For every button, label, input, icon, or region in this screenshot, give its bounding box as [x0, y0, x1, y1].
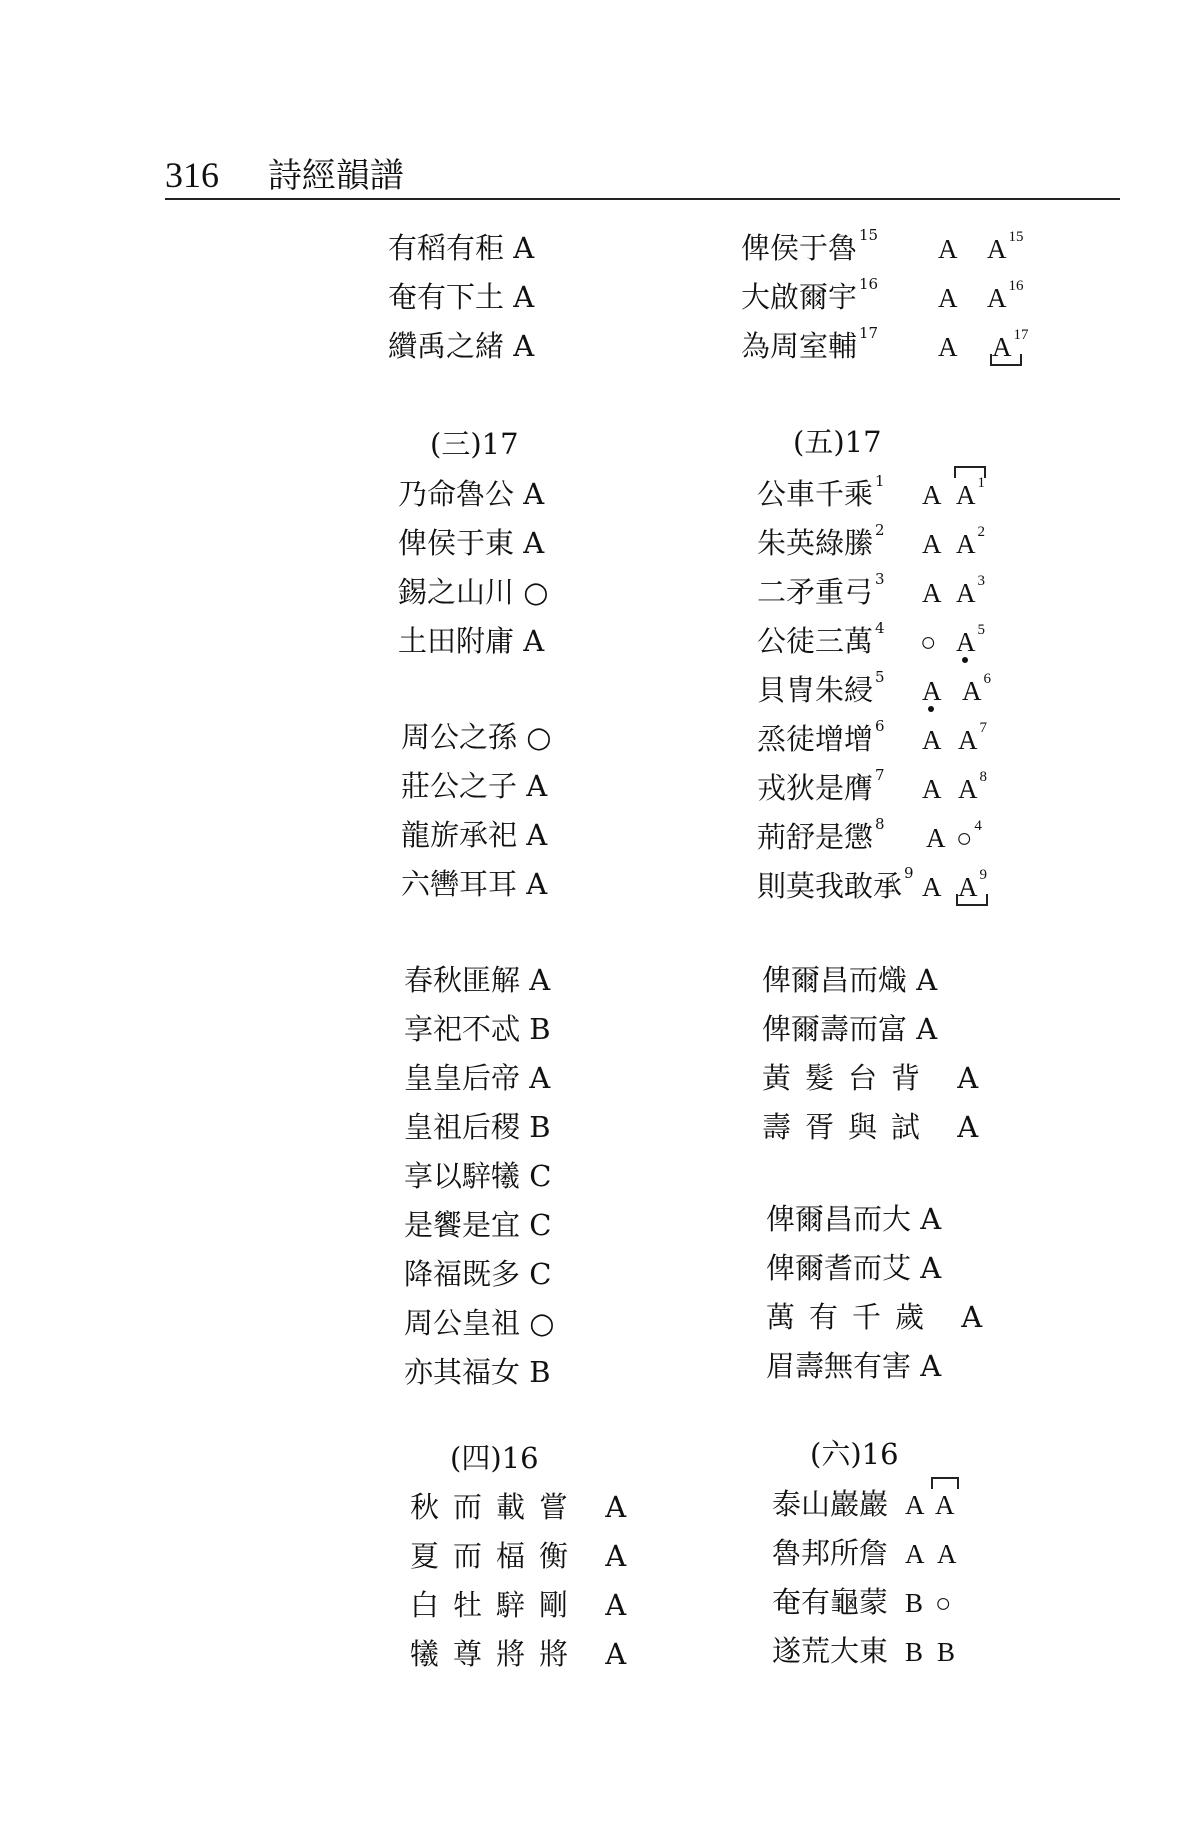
page-number: 316	[165, 155, 219, 195]
verse-line: 享祀不忒 B	[404, 1012, 551, 1046]
verse-line: 享以騂犧 C	[404, 1159, 552, 1193]
rhyme-mark-alt: A $^6$	[962, 671, 991, 706]
rhyme-mark: A	[922, 725, 942, 755]
rhyme-mark: A	[938, 332, 958, 362]
verse-line: 春秋匪解 A	[404, 963, 551, 997]
rhyme-bracket	[954, 466, 986, 478]
verse-line: 亦其福女 B	[404, 1355, 551, 1389]
rhyme-mark: A	[938, 283, 958, 313]
verse-line: 朱英綠縢 $^2$	[757, 521, 885, 560]
verse-line: 有稻有秬 A	[388, 231, 535, 265]
verse-line: 俾爾壽而富 A	[762, 1012, 938, 1046]
verse-line: 俾爾昌而熾 A	[762, 963, 938, 997]
rhyme-mark-alt: A	[935, 1490, 955, 1520]
verse-line: 萬有千歲 A	[766, 1300, 997, 1334]
verse-line: 夏而楅衡 A	[410, 1539, 641, 1573]
verse-line: 纘禹之緒 A	[388, 329, 535, 363]
verse-line: 遂荒大東	[772, 1634, 889, 1668]
rhyme-mark: A	[922, 480, 942, 510]
rhyme-mark: B	[905, 1588, 924, 1618]
rhyme-mark-alt: B	[937, 1637, 956, 1667]
verse-line: 為周室輔 $^{17}$	[741, 324, 879, 363]
rhyme-mark: A	[938, 234, 958, 264]
rhyme-mark-alt: A $^1$	[956, 475, 985, 510]
verse-line: 二矛重弓 $^3$	[757, 570, 885, 609]
rhyme-mark: B	[905, 1637, 924, 1667]
verse-line: 龍旂承祀 A	[401, 818, 548, 852]
verse-line: 則莫我敢承 $^9$	[757, 864, 914, 903]
header-rule	[165, 198, 1120, 200]
verse-line: 烝徒增增 $^6$	[757, 717, 885, 756]
verse-line: 周公皇祖 ○	[404, 1306, 555, 1340]
verse-line: 公徒三萬 $^4$	[757, 619, 885, 658]
rhyme-mark: A	[922, 578, 942, 608]
rhyme-mark-alt: A $^8$	[958, 769, 987, 804]
page-header	[165, 148, 404, 197]
rhyme-mark: A	[922, 872, 942, 902]
verse-line: 是饗是宜 C	[404, 1208, 552, 1242]
verse-line: 皇皇后帝 A	[404, 1061, 551, 1095]
rhyme-mark-alt: ○	[935, 1588, 952, 1618]
verse-line: 大啟爾宇 $^{16}$	[741, 275, 879, 314]
rhyme-mark: ○	[920, 627, 937, 657]
verse-line: 俾侯于魯 $^{15}$	[741, 226, 879, 265]
verse-line: 荊舒是懲 $^8$	[757, 815, 885, 854]
verse-line: 土田附庸 A	[398, 624, 545, 658]
rhyme-mark-alt: A $^9$	[958, 867, 987, 902]
verse-line: 眉壽無有害 A	[766, 1349, 942, 1383]
verse-line: 貝冑朱綅 $^5$	[757, 668, 885, 707]
rhyme-mark-alt: ○ $^4$	[956, 818, 982, 853]
section-title-4: (四)16	[450, 1441, 539, 1475]
verse-line: 乃命魯公 A	[398, 477, 545, 511]
verse-line: 皇祖后稷 B	[404, 1110, 551, 1144]
verse-line: 秋而載嘗 A	[410, 1490, 641, 1524]
verse-line: 周公之孫 ○	[401, 720, 552, 754]
rhyme-mark: A	[922, 676, 942, 706]
section-title-5: (五)17	[793, 425, 882, 459]
section-title-6: (六)16	[810, 1437, 899, 1471]
section-title-3: (三)17	[430, 427, 519, 461]
verse-line: 降福既多 C	[404, 1257, 552, 1291]
rhyme-bracket	[956, 894, 988, 906]
rhyme-mark: A	[922, 774, 942, 804]
emphasis-dot	[962, 657, 968, 663]
verse-line: 奄有下土 A	[388, 280, 535, 314]
verse-line: 魯邦所詹	[772, 1536, 889, 1570]
verse-line: 莊公之子 A	[401, 769, 548, 803]
verse-line: 俾爾昌而大 A	[766, 1202, 942, 1236]
verse-line: 泰山巖巖	[772, 1487, 889, 1521]
rhyme-mark-alt: A $^{17}$	[992, 327, 1029, 362]
rhyme-mark-alt: A $^{16}$	[987, 278, 1024, 313]
verse-line: 戎狄是膺 $^7$	[757, 766, 885, 805]
verse-line: 犧尊將將 A	[410, 1637, 641, 1671]
rhyme-mark-alt: A $^{15}$	[987, 229, 1024, 264]
rhyme-mark-alt: A $^5$	[956, 622, 985, 657]
book-title: 詩經韻譜	[267, 156, 404, 196]
rhyme-bracket	[990, 354, 1022, 366]
emphasis-dot	[928, 706, 934, 712]
verse-line: 錫之山川 ○	[398, 575, 549, 609]
rhyme-bracket	[931, 1477, 959, 1489]
verse-line: 奄有龜蒙	[772, 1585, 889, 1619]
rhyme-mark-alt: A $^7$	[958, 720, 987, 755]
rhyme-mark: A	[905, 1539, 925, 1569]
rhyme-mark: A	[922, 529, 942, 559]
verse-line: 俾侯于東 A	[398, 526, 545, 560]
rhyme-mark-alt: A $^2$	[956, 524, 985, 559]
rhyme-mark-alt: A	[937, 1539, 957, 1569]
verse-line: 壽胥與試 A	[762, 1110, 993, 1144]
verse-line: 白牡騂剛 A	[410, 1588, 641, 1622]
verse-line: 黃髮台背 A	[762, 1061, 993, 1095]
rhyme-mark-alt: A $^3$	[956, 573, 985, 608]
verse-line: 六轡耳耳 A	[401, 867, 548, 901]
rhyme-mark: A	[926, 823, 946, 853]
verse-line: 公車千乘 $^1$	[757, 472, 885, 511]
rhyme-mark: A	[905, 1490, 925, 1520]
verse-line: 俾爾耆而艾 A	[766, 1251, 942, 1285]
